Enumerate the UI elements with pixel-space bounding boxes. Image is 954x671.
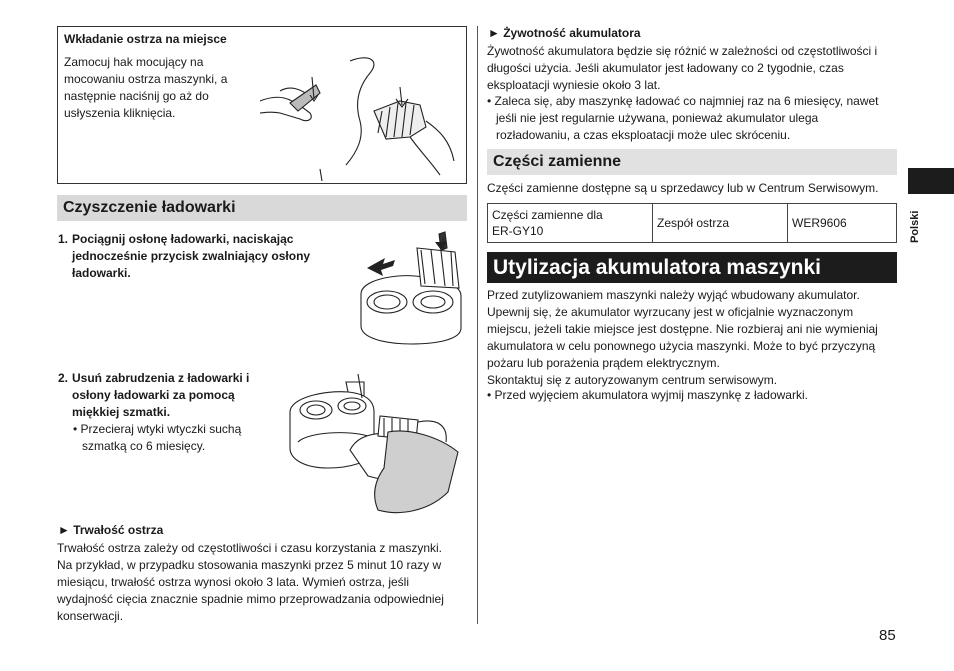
cleaning-step-2-note: • Przecieraj wtyki wtyczki suchą szmatką co 6 miesięcy.	[73, 422, 242, 453]
battery-life-heading: ► Żywotność akumulatora	[488, 26, 641, 40]
blade-insertion-text: Zamocuj hak mocujący na mocowaniu ostrza maszynki, a następnie naciśnij go aż do usłyszenia kliknięcia.	[64, 55, 228, 120]
section-heading-disposal: Utylizacja akumulatora maszynki	[487, 252, 897, 283]
disposal-text: Przed zutylizowaniem maszynki należy wyjąć wbudowany akumulator. Upewnij się, że akumulator wyrzucany jest w oficjalnie wyznaczonym miejscu, jeżeli takie miejsce jest dostępne. Nie rozbieraj ani nie wymieniaj akumulatora w celu ponownego użycia maszynki. Może to być przyczyną pożaru lub porażenia prądem elektrycznym. Skontaktuj się z autoryzowanym centrum serwisowym.	[487, 288, 878, 387]
battery-life-text: Żywotność akumulatora będzie się różnić w zależności od częstotliwości i długości użycia. Jeśli akumulator jest ładowany co 2 tygodnie, czas eksploatacji wyniesie około 3 lat.	[487, 44, 878, 92]
blade-life-heading: ► Trwałość ostrza	[58, 523, 164, 537]
cleaning-step-1: 1. Pociągnij osłonę ładowarki, naciskając jednocześnie przycisk zwalniający osłony ładowarki.	[58, 232, 311, 280]
step-number: 1.	[58, 232, 69, 246]
blade-insertion-title: Wkładanie ostrza na miejsce	[64, 32, 227, 46]
language-label: Polski	[909, 210, 921, 244]
parts-intro: Części zamienne dostępne są u sprzedawcy lub w Centrum Serwisowym.	[487, 181, 879, 195]
page-number: 85	[879, 627, 896, 644]
cleaning-step-2: 2. Usuń zabrudzenia z ładowarki i osłony ładowarki za pomocą miękkiej szmatki.	[58, 371, 250, 419]
parts-cell-code: WER9606	[788, 204, 897, 243]
disposal-note: • Przed wyjęciem akumulatora wyjmij maszynkę z ładowarki.	[487, 388, 808, 402]
language-tab-marker	[908, 168, 954, 194]
parts-cell-model: Części zamienne dla ER-GY10	[488, 204, 653, 243]
table-row	[488, 204, 897, 243]
charger-wiping-illustration	[288, 372, 468, 520]
blade-insertion-illustration	[250, 41, 460, 181]
charger-cover-removal-illustration	[355, 228, 470, 346]
blade-life-text: Trwałość ostrza zależy od częstotliwości i czasu korzystania z maszynki. Na przykład, w przypadku stosowania maszynki przez 5 minut 10 razy w miesiącu, trwałość ostrza wynosi około 3 lata. Wymień ostrza, jeśli wydajność cięcia znacznie spadnie mimo przeprowadzania odpowiedniej konserwacji.	[57, 541, 444, 623]
blade-insertion-box	[57, 26, 467, 184]
section-heading-cleaning: Czyszczenie ładowarki	[57, 195, 467, 221]
section-heading-parts: Części zamienne	[487, 149, 897, 175]
column-divider	[477, 26, 478, 624]
battery-life-note: • Zaleca się, aby maszynkę ładować co najmniej raz na 6 miesięcy, nawet jeśli nie jest regularnie używana, ponieważ akumulator ulega rozładowaniu, a czas eksploatacji może ulec skróceniu.	[487, 94, 879, 142]
step-number: 2.	[58, 371, 69, 385]
parts-cell-name: Zespół ostrza	[653, 204, 788, 243]
parts-table	[487, 203, 897, 243]
